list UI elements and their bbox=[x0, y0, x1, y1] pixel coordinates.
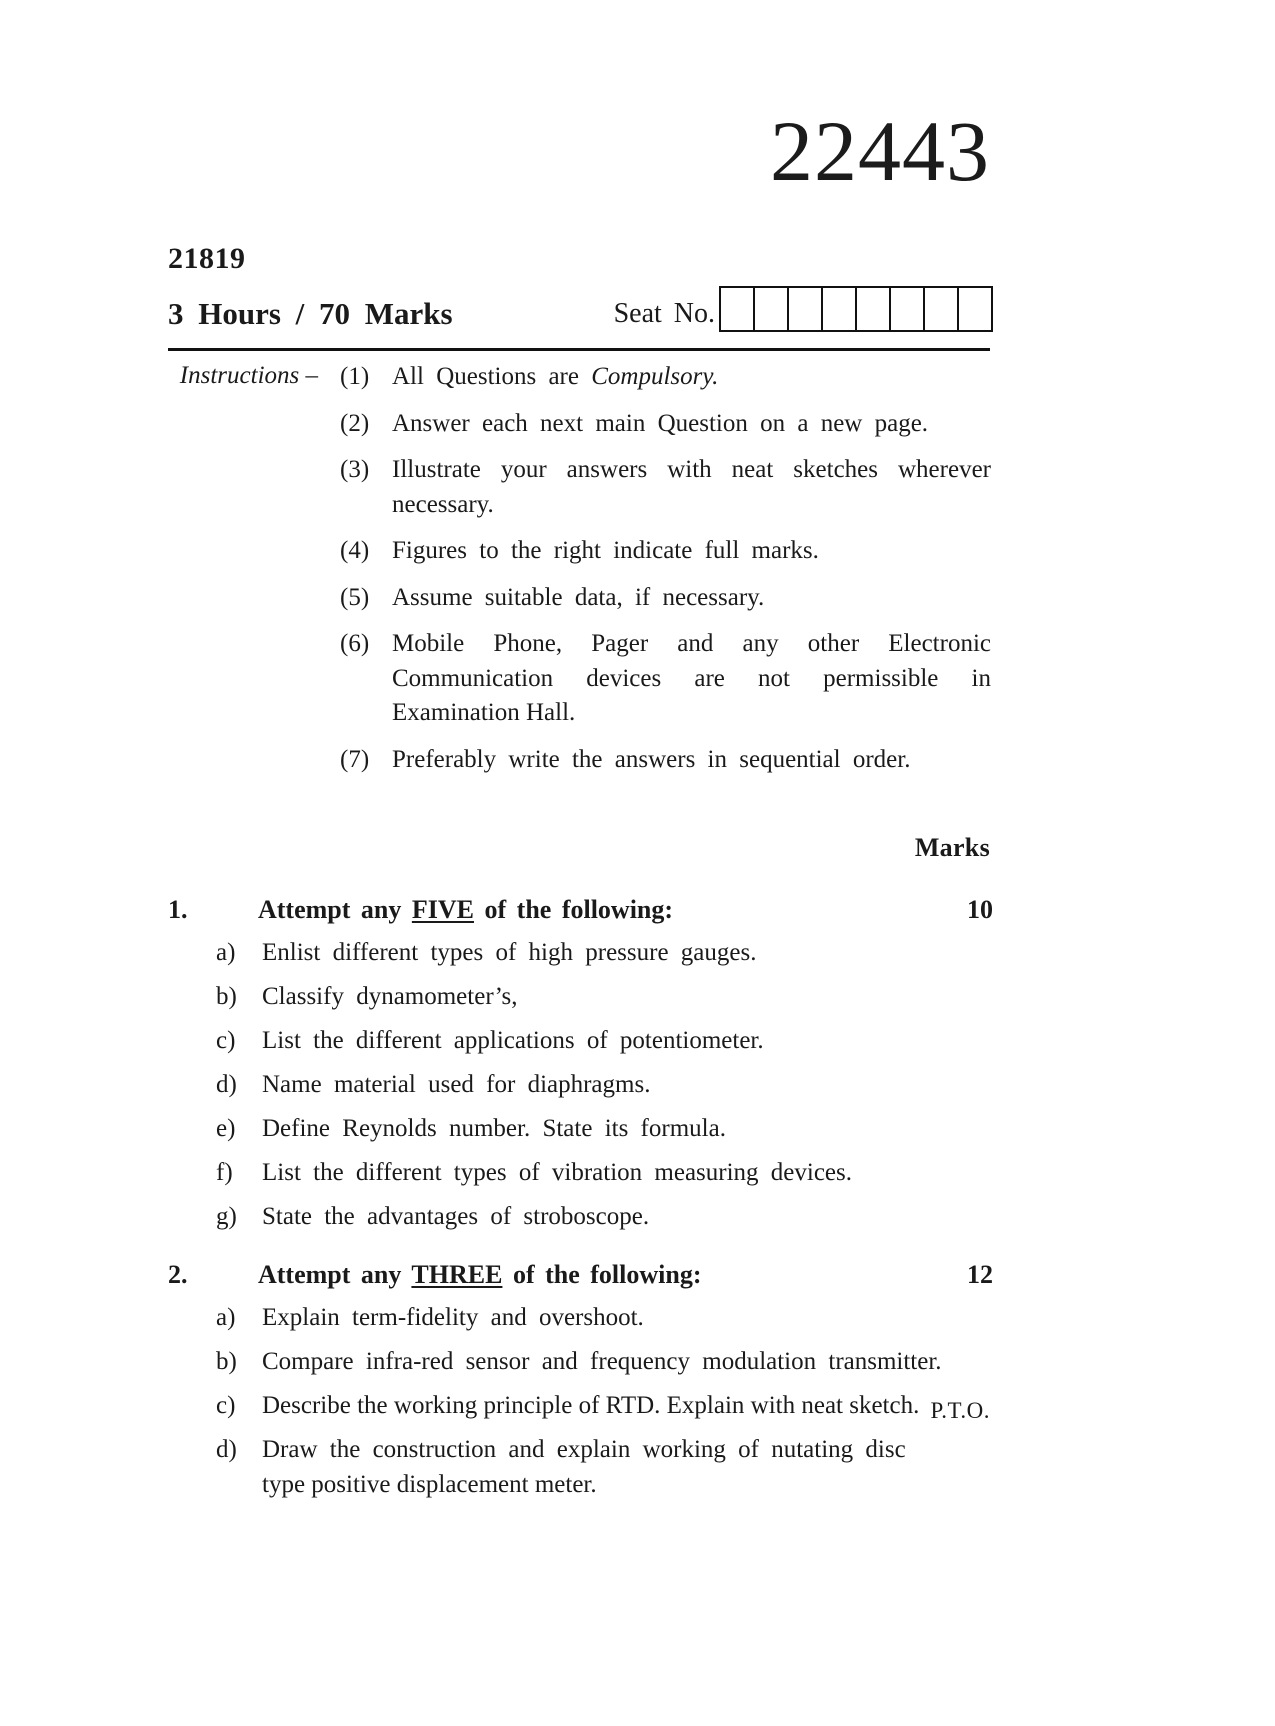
instruction-number: (2) bbox=[340, 409, 370, 437]
instruction-number: (1) bbox=[340, 363, 370, 390]
question-sub-item bbox=[168, 1155, 993, 1190]
seat-no-label: Seat No. bbox=[613, 297, 715, 329]
question-sub-item bbox=[168, 979, 993, 1014]
question-sub-item bbox=[168, 1300, 993, 1335]
sub-item-letter: g) bbox=[216, 1203, 237, 1230]
instruction-text-plain: All Questions are bbox=[392, 363, 592, 390]
question-title-prefix: Attempt any bbox=[258, 895, 412, 924]
question-block bbox=[168, 895, 993, 1234]
sub-item-text: List the different types of vibration measuring devices. bbox=[262, 1159, 852, 1186]
seat-no-cell[interactable] bbox=[959, 288, 993, 330]
question-sub-item bbox=[168, 1111, 993, 1146]
question-sub-item bbox=[168, 1199, 993, 1234]
sub-item-letter: e) bbox=[216, 1115, 236, 1142]
instruction-text bbox=[392, 360, 993, 395]
seat-no-cell[interactable] bbox=[857, 288, 891, 330]
seat-no-boxes[interactable] bbox=[719, 286, 993, 332]
sub-item-letter: a) bbox=[216, 939, 236, 966]
subject-code: 21819 bbox=[168, 242, 246, 275]
sub-item-letter: b) bbox=[216, 1348, 237, 1375]
instruction-number: (4) bbox=[340, 537, 370, 564]
question-block bbox=[168, 1260, 993, 1502]
question-heading bbox=[168, 1260, 993, 1290]
instruction-number: (6) bbox=[340, 630, 370, 657]
instruction-item bbox=[340, 407, 993, 442]
instructions-section bbox=[168, 360, 993, 789]
question-title bbox=[258, 895, 933, 925]
question-title-prefix: Attempt any bbox=[258, 1260, 412, 1289]
instruction-text-line: Examination Hall. bbox=[392, 699, 576, 726]
sub-item-letter: c) bbox=[216, 1027, 236, 1054]
question-title-count: FIVE bbox=[411, 895, 474, 924]
duration-and-marks: 3 Hours / 70 Marks bbox=[168, 295, 453, 331]
instruction-text: Answer each next main Question on a new page. bbox=[392, 409, 929, 437]
sub-item-text: Describe the working principle of RTD. Explain with neat sketch. bbox=[262, 1392, 920, 1419]
sub-item-text: Compare infra-red sensor and frequency modulation transmitter. bbox=[262, 1348, 942, 1375]
question-sub-item bbox=[168, 1023, 993, 1058]
sub-item-letter: a) bbox=[216, 1304, 236, 1331]
sub-item-text: Name material used for diaphragms. bbox=[262, 1071, 651, 1098]
instruction-text bbox=[392, 453, 993, 522]
question-marks: 12 bbox=[967, 1260, 993, 1289]
sub-item-text: Explain term-fidelity and overshoot. bbox=[262, 1304, 644, 1331]
question-title bbox=[258, 1260, 933, 1290]
question-number: 1. bbox=[168, 895, 188, 924]
sub-item-text-line: type positive displacement meter. bbox=[262, 1471, 597, 1498]
question-sub-item bbox=[168, 1388, 993, 1423]
question-sub-item bbox=[168, 1067, 993, 1102]
sub-item-letter: b) bbox=[216, 983, 237, 1010]
seat-no-cell[interactable] bbox=[891, 288, 925, 330]
instruction-text: Preferably write the answers in sequential order. bbox=[392, 745, 911, 773]
sub-item-text: Classify dynamometer’s, bbox=[262, 983, 518, 1010]
paper-code: 22443 bbox=[770, 103, 990, 199]
duration-seat-row bbox=[168, 286, 993, 332]
instruction-item bbox=[340, 534, 993, 569]
instruction-item bbox=[340, 743, 993, 778]
instruction-text-line: Mobile Phone, Pager and any other Electronic bbox=[392, 630, 991, 657]
sub-item-letter: d) bbox=[216, 1436, 237, 1463]
instruction-text: Figures to the right indicate full marks. bbox=[392, 537, 819, 564]
sub-item-text: State the advantages of stroboscope. bbox=[262, 1203, 650, 1230]
question-title-count: THREE bbox=[411, 1260, 503, 1289]
sub-item-letter: d) bbox=[216, 1071, 237, 1098]
seat-no-field[interactable] bbox=[614, 286, 993, 332]
sub-item-text-line: Draw the construction and explain working of nutating disc bbox=[262, 1436, 906, 1463]
question-sub-item bbox=[168, 1344, 993, 1379]
instruction-item bbox=[340, 581, 993, 616]
page-turn-over-note: P.T.O. bbox=[930, 1398, 990, 1423]
instruction-text bbox=[392, 627, 993, 731]
seat-no-cell[interactable] bbox=[721, 288, 755, 330]
exam-header-block bbox=[168, 240, 993, 332]
seat-no-cell[interactable] bbox=[925, 288, 959, 330]
question-sub-item bbox=[168, 1432, 993, 1502]
instruction-item bbox=[340, 627, 993, 731]
instruction-text-emphasis: Compulsory. bbox=[591, 363, 719, 390]
seat-no-cell[interactable] bbox=[755, 288, 789, 330]
instructions-label: Instructions – bbox=[179, 362, 318, 389]
instruction-text-line: necessary. bbox=[392, 490, 494, 518]
instruction-text-line: Communication devices are not permissible in bbox=[392, 664, 991, 692]
sub-item-letter: c) bbox=[216, 1392, 236, 1419]
instruction-number: (3) bbox=[340, 456, 370, 483]
question-title-suffix: of the following: bbox=[474, 895, 674, 924]
question-number: 2. bbox=[168, 1260, 188, 1289]
sub-item-letter: f) bbox=[216, 1159, 233, 1186]
instructions-list bbox=[340, 360, 993, 789]
sub-item-text: Enlist different types of high pressure gauges. bbox=[262, 939, 757, 966]
instruction-number: (5) bbox=[340, 583, 370, 611]
seat-no-cell[interactable] bbox=[823, 288, 857, 330]
instruction-number: (7) bbox=[340, 745, 370, 773]
question-sub-item bbox=[168, 935, 993, 970]
sub-item-text bbox=[262, 1432, 993, 1502]
sub-item-text: List the different applications of potentiometer. bbox=[262, 1027, 764, 1054]
instruction-text: Assume suitable data, if necessary. bbox=[392, 583, 765, 611]
instruction-item bbox=[340, 453, 993, 522]
sub-item-text: Define Reynolds number. State its formula. bbox=[262, 1115, 726, 1142]
header-divider bbox=[168, 348, 990, 351]
seat-no-cell[interactable] bbox=[789, 288, 823, 330]
questions-section bbox=[168, 895, 993, 1528]
question-heading bbox=[168, 895, 993, 925]
question-title-suffix: of the following: bbox=[502, 1260, 702, 1289]
question-marks: 10 bbox=[967, 895, 993, 924]
instruction-item bbox=[340, 360, 993, 395]
marks-column-header: Marks bbox=[914, 833, 990, 862]
instruction-text-line: Illustrate your answers with neat sketches wherever bbox=[392, 456, 991, 483]
